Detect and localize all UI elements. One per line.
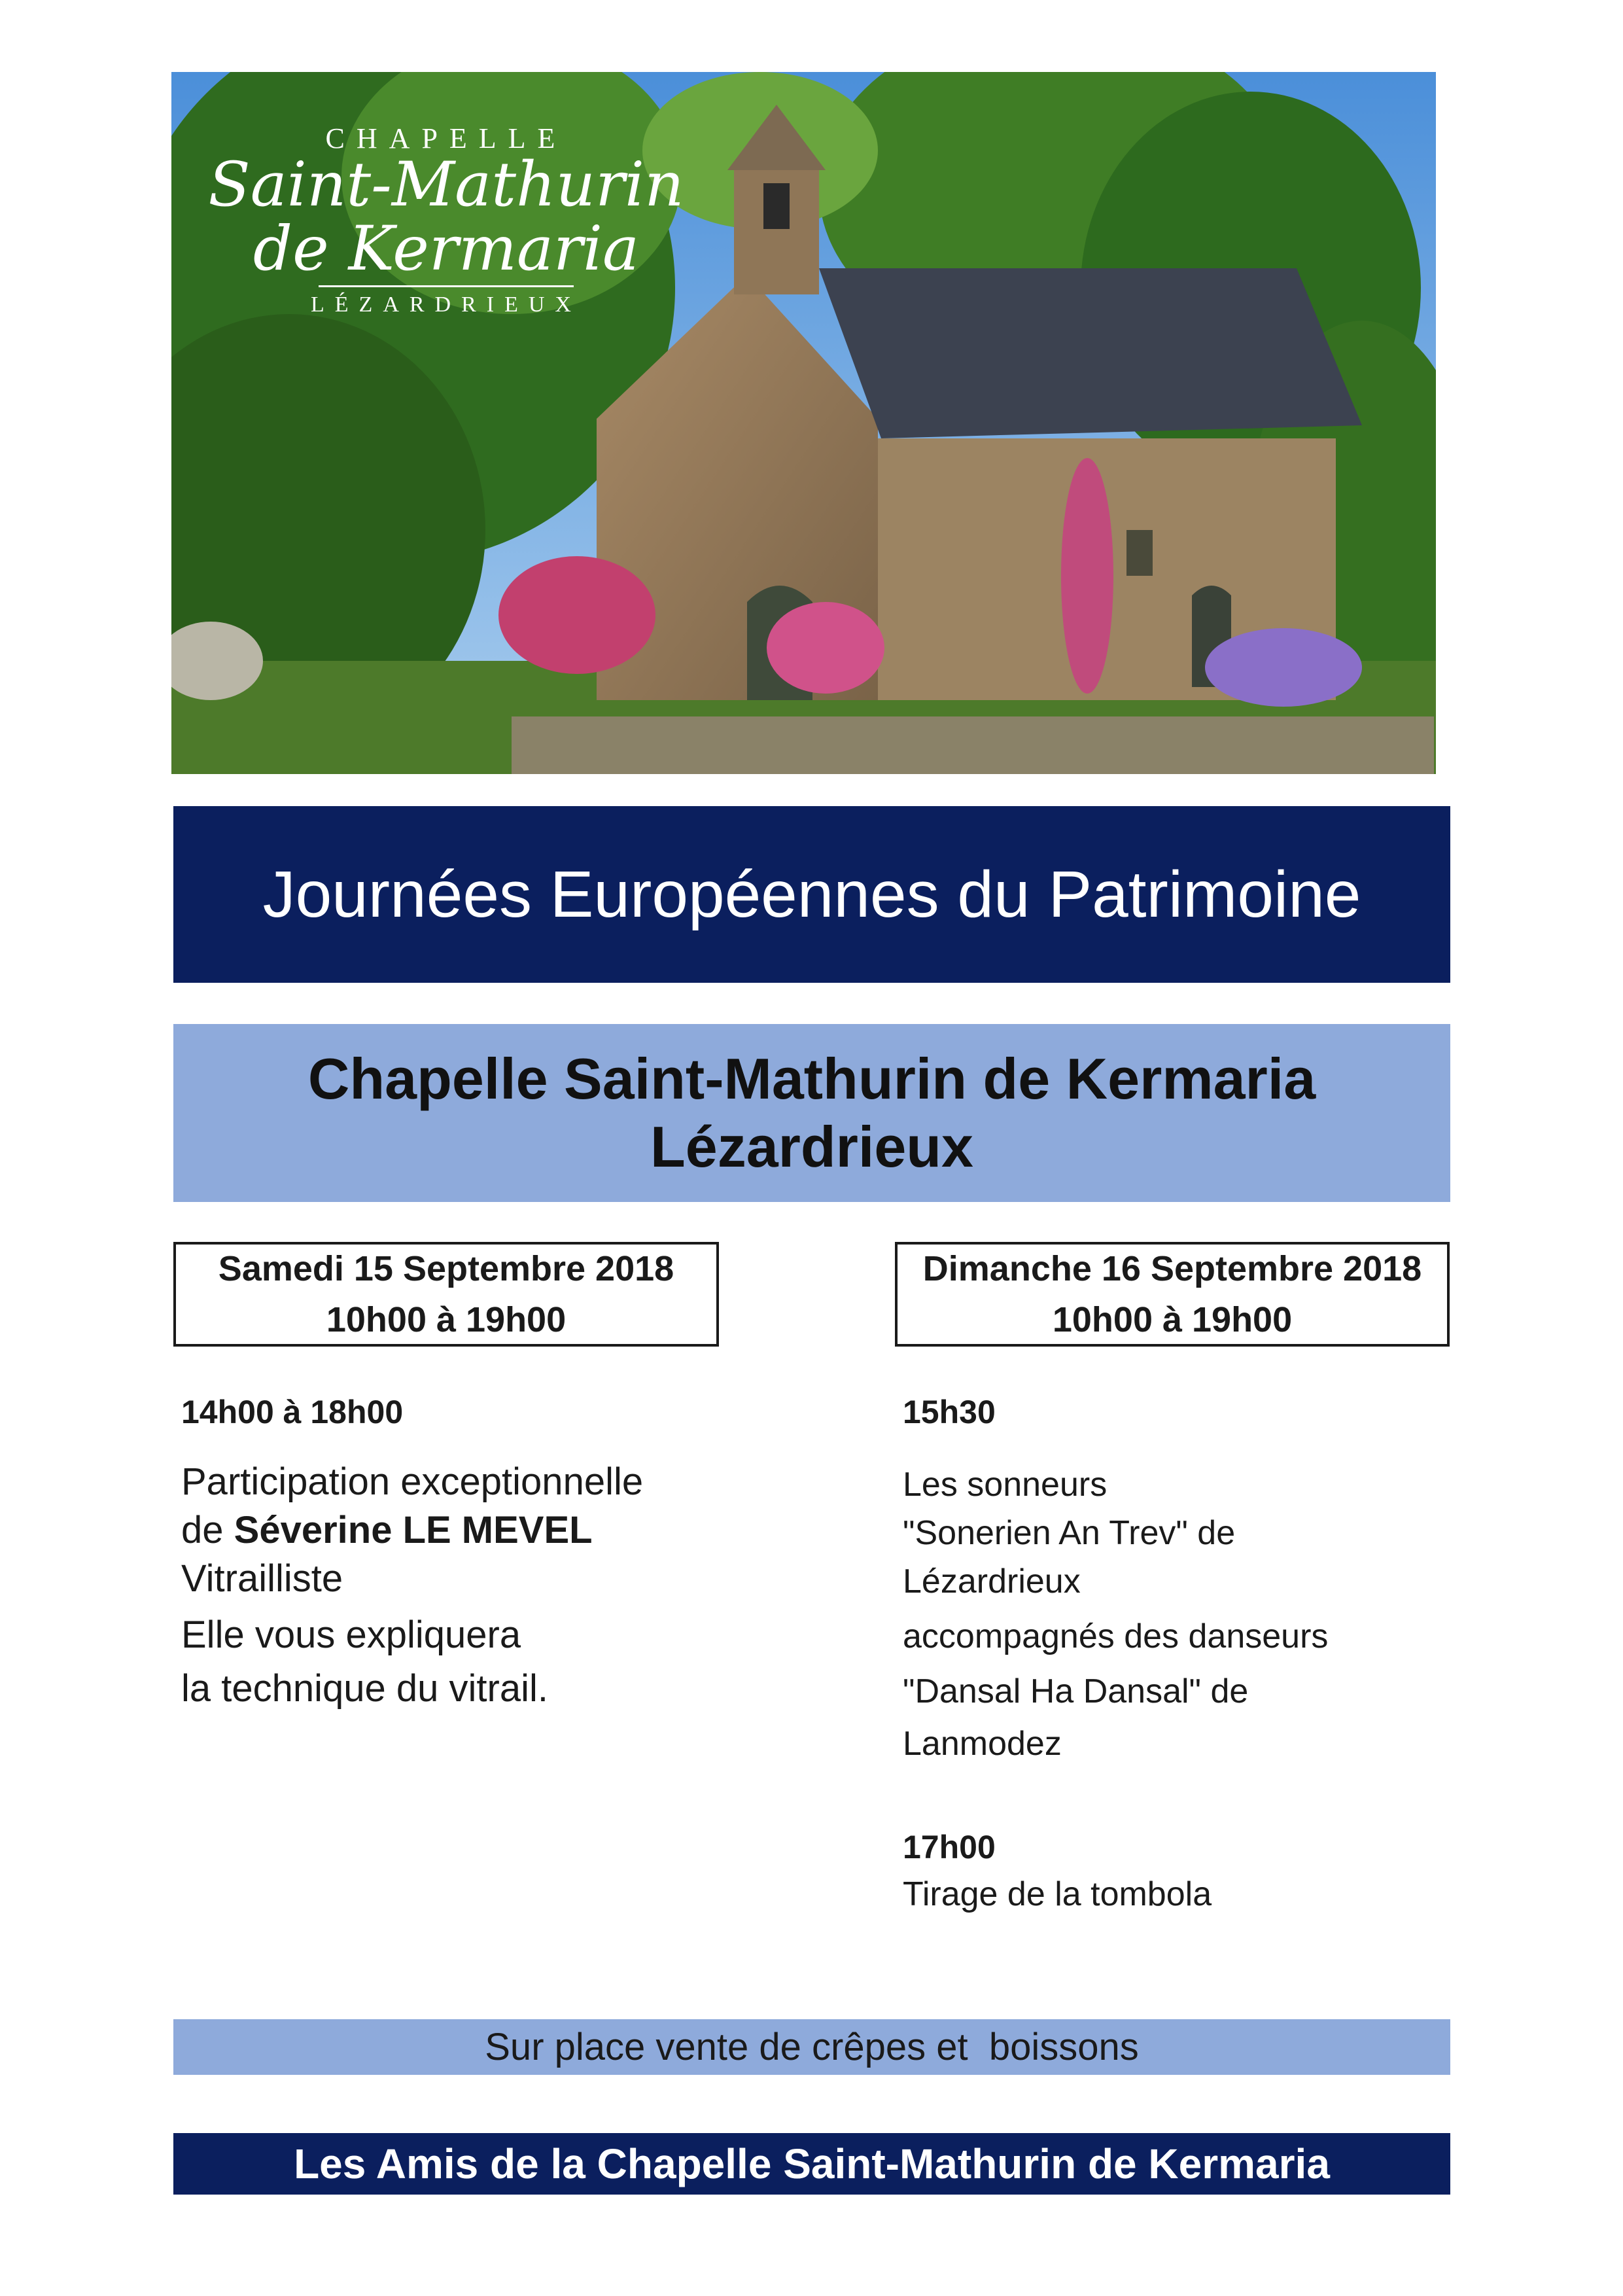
saturday-date: Samedi 15 Septembre 2018 (218, 1249, 674, 1288)
sunday-hours: 10h00 à 19h00 (1052, 1300, 1293, 1339)
chapel-logo (198, 124, 695, 316)
sunday-line5: "Dansal Ha Dansal" de (903, 1672, 1249, 1710)
saturday-date-box (173, 1242, 719, 1347)
sunday-line4: accompagnés des danseurs (903, 1617, 1329, 1655)
chapel-name-band (173, 1024, 1450, 1202)
saturday-hours: 10h00 à 19h00 (326, 1300, 567, 1339)
logo-script-line1: Saint-Mathurin (208, 149, 684, 221)
sunday-line3: Lézardrieux (903, 1563, 1081, 1600)
logo-script-line2: de Kermaria (253, 213, 640, 285)
saturday-event-description (181, 1458, 835, 1713)
saturday-line3: Vitrailliste (181, 1557, 343, 1600)
sunday-line6: Lanmodez (903, 1725, 1062, 1763)
organizer-name: Les Amis de la Chapelle Saint-Mathurin de Kermaria (294, 2140, 1330, 2187)
artist-name: Séverine LE MEVEL (234, 1509, 593, 1551)
sunday-date-box (895, 1242, 1450, 1347)
saturday-line4: Elle vous expliquera (181, 1614, 521, 1656)
chapel-town: Lézardrieux (650, 1114, 973, 1179)
onsite-sales-text: Sur place vente de crêpes et boissons (485, 2026, 1139, 2068)
onsite-sales-band (173, 2019, 1450, 2075)
organizer-footer (173, 2133, 1450, 2195)
sunday-date: Dimanche 16 Septembre 2018 (922, 1249, 1422, 1288)
sunday-event-time: 15h30 (903, 1394, 996, 1430)
logo-top-text: CHAPELLE (325, 122, 567, 154)
logo-divider (319, 285, 574, 287)
sunday-event-description (903, 1460, 1439, 1768)
saturday-line2 (181, 1506, 835, 1555)
sunday-event2-description: Tirage de la tombola (903, 1875, 1212, 1913)
chapel-photo (171, 72, 1436, 774)
chapel-name: Chapelle Saint-Mathurin de Kermaria (307, 1046, 1316, 1111)
saturday-line2-prefix: de (181, 1509, 224, 1551)
saturday-event-time: 14h00 à 18h00 (181, 1394, 404, 1430)
sunday-line1: Les sonneurs (903, 1466, 1108, 1504)
heritage-days-title: Journées Européennes du Patrimoine (262, 857, 1361, 931)
sunday-line2: "Sonerien An Trev" de (903, 1514, 1236, 1552)
saturday-line1: Participation exceptionnelle (181, 1460, 644, 1503)
saturday-line5: la technique du vitrail. (181, 1667, 548, 1710)
heritage-days-banner (173, 806, 1450, 983)
logo-bottom-text: LÉZARDRIEUX (311, 292, 582, 317)
sunday-event2-time: 17h00 (903, 1829, 996, 1865)
